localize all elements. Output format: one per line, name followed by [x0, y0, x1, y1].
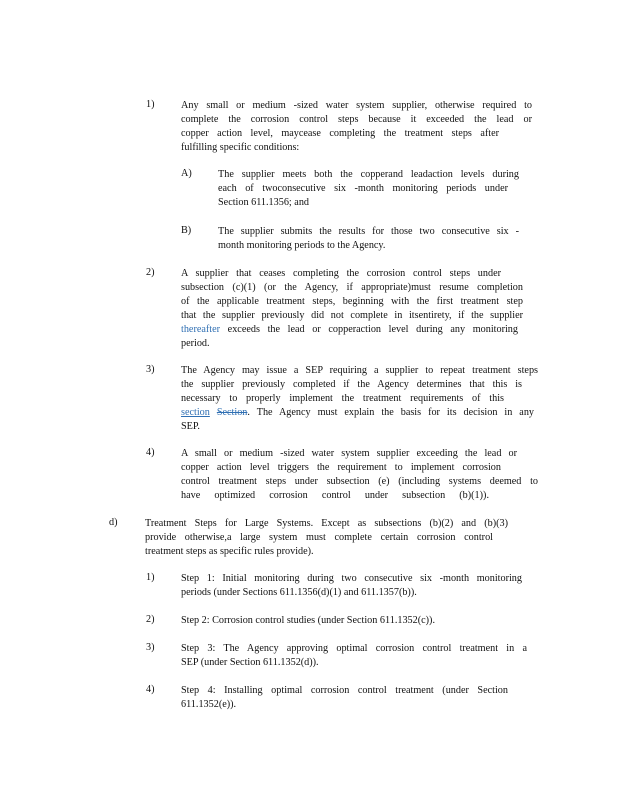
text-line — [181, 406, 534, 420]
text-line: provide otherwise,a large system must complete certain corrosion control — [145, 531, 493, 543]
item-text — [145, 517, 508, 559]
text-line: Treatment Steps for Large Systems. Except as subsections (b)(2) and (b)(3) — [145, 518, 508, 529]
text-line: Step 2: Corrosion control studies (under Section 611.1352(c)). — [181, 615, 435, 626]
item-label: 4) — [146, 684, 155, 695]
text-line: The supplier meets both the copperand leadaction levels during — [218, 169, 519, 180]
item-text — [181, 572, 522, 600]
text-line: Any small or medium -sized water system supplier, otherwise required to — [181, 100, 532, 111]
item-label: 4) — [146, 447, 155, 458]
item-text — [181, 447, 538, 503]
inserted-text: thereafter — [181, 323, 221, 335]
text-line: 611.1352(e)). — [181, 698, 237, 710]
item-text — [181, 614, 522, 628]
text-line: each of twoconsecutive six -month monitoring periods under — [218, 182, 508, 194]
deleted-text: Section — [216, 406, 248, 418]
item-text — [181, 364, 538, 434]
item-label: d) — [109, 517, 118, 528]
item-text — [218, 168, 519, 210]
text-line: copper action level, maycease completing the treatment steps after — [181, 127, 499, 139]
text-line: treatment steps as specific rules provide). — [145, 545, 314, 557]
text-segment: exceeds the lead or copperaction level during any monitoring — [220, 323, 518, 335]
item-label: 1) — [146, 572, 155, 583]
item-label: 2) — [146, 267, 155, 278]
text-segment: . The Agency must explain the basis for its decision in any — [247, 406, 535, 418]
text-line: subsection (c)(1) (or the Agency, if appropriate)must resume completion — [181, 281, 523, 293]
text-line: The supplier submits the results for those two consecutive six - — [218, 226, 519, 237]
text-line: periods (under Sections 611.1356(d)(1) and 611.1357(b)). — [181, 586, 417, 598]
text-line: SEP. — [181, 420, 200, 432]
text-line: fulfilling specific conditions: — [181, 141, 300, 153]
item-label: A) — [181, 168, 192, 179]
item-label: 3) — [146, 364, 155, 375]
text-line: control treatment steps under subsection (e) (including systems deemed to — [181, 475, 538, 487]
text-line: period. — [181, 337, 210, 349]
text-line: of the applicable treatment steps, beginning with the first treatment step — [181, 295, 523, 307]
text-line: A small or medium -sized water system supplier exceeding the lead or — [181, 448, 517, 459]
text-line: the supplier previously completed if the Agency determines that this is — [181, 378, 522, 390]
text-line: have optimized corrosion control under subsection (b)(1)). — [181, 489, 489, 501]
text-line: Step 1: Initial monitoring during two consecutive six -month monitoring — [181, 573, 522, 584]
text-line: that the supplier previously did not complete in itsentirety, if the supplier — [181, 309, 523, 321]
item-text — [181, 684, 508, 712]
item-label: 1) — [146, 99, 155, 110]
text-line: Step 3: The Agency approving optimal corrosion control treatment in a — [181, 643, 527, 654]
text-line: complete the corrosion control steps because it exceeded the lead or — [181, 113, 532, 125]
item-text — [181, 642, 527, 670]
text-line: A supplier that ceases completing the corrosion control steps under — [181, 268, 501, 279]
text-line: Step 4: Installing optimal corrosion control treatment (under Section — [181, 685, 508, 696]
item-text — [181, 99, 532, 155]
item-text — [181, 267, 523, 350]
text-line: SEP (under Section 611.1352(d)). — [181, 656, 319, 668]
item-label: 3) — [146, 642, 155, 653]
text-line: The Agency may issue a SEP requiring a supplier to repeat treatment steps — [181, 365, 538, 376]
item-text — [218, 225, 519, 253]
inserted-text: section — [181, 406, 210, 418]
text-line: necessary to properly implement the treatment requirements of this — [181, 392, 504, 404]
text-line: month monitoring periods to the Agency. — [218, 239, 386, 251]
text-line — [181, 323, 518, 337]
item-label: B) — [181, 225, 192, 236]
item-label: 2) — [146, 614, 155, 625]
text-line: Section 611.1356; and — [218, 196, 310, 208]
text-line: copper action level triggers the requirement to implement corrosion — [181, 461, 501, 473]
